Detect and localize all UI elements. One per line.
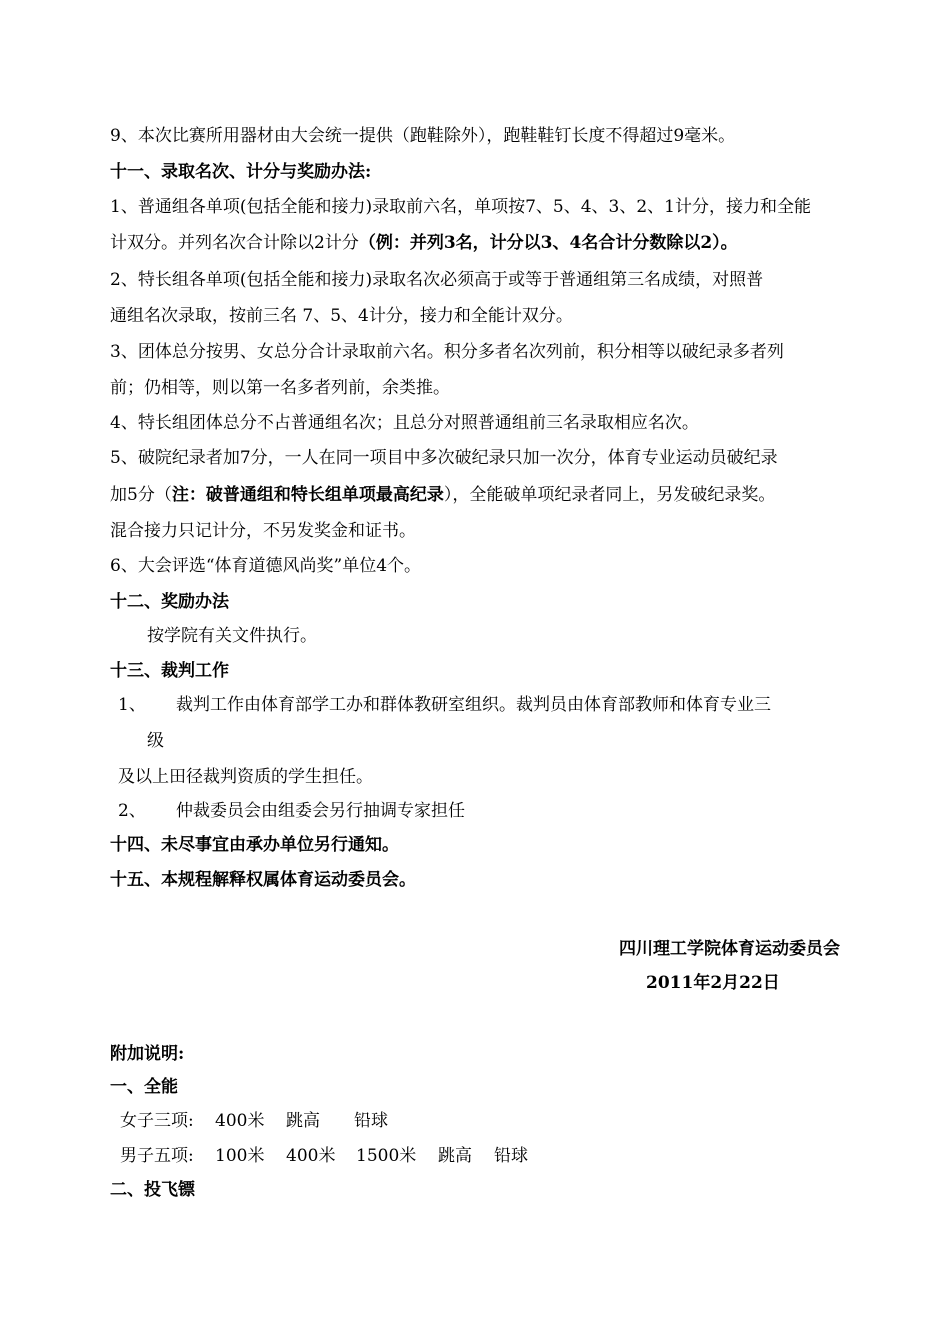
section-12-body: 按学院有关文件执行。 — [147, 626, 317, 646]
appendix-title: 附加说明: — [110, 1044, 185, 1064]
women-event-item: 400米 — [215, 1111, 265, 1131]
rule-13-1-wrap: 级 — [147, 731, 164, 751]
signature-date: 2011年2月22日 — [646, 973, 780, 993]
men-event-item: 100米 — [215, 1146, 265, 1166]
section-14-title: 十四、未尽事宜由承办单位另行通知。 — [110, 835, 399, 855]
signature-organization: 四川理工学院体育运动委员会 — [619, 939, 840, 959]
appendix-section-1-title: 一、全能 — [110, 1077, 178, 1097]
rule-item-9: 9、本次比赛所用器材由大会统一提供（跑鞋除外），跑鞋鞋钉长度不得超过9毫米。 — [110, 126, 736, 146]
rule-11-3-line-2: 前；仍相等，则以第一名多者列前，余类推。 — [110, 378, 450, 398]
rule-11-3-line-1: 3、团体总分按男、女总分合计录取前六名。积分多者名次列前，积分相等以破纪录多者列 — [110, 342, 784, 362]
women-event-item: 跳高 — [286, 1111, 320, 1131]
rule-13-1-number: 1、 — [118, 695, 146, 715]
rule-11-1-line-1: 1、普通组各单项(包括全能和接力)录取前六名，单项按7、5、4、3、2、1计分，接力和全能 — [110, 197, 811, 217]
section-12-title: 十二、奖励办法 — [110, 592, 229, 612]
men-event-item: 跳高 — [438, 1146, 472, 1166]
rule-11-2-line-2: 通组名次录取，按前三名 7、5、4计分，接力和全能计双分。 — [110, 306, 573, 326]
rule-13-1-continuation: 及以上田径裁判资质的学生担任。 — [118, 767, 373, 787]
men-event-item: 铅球 — [494, 1146, 528, 1166]
appendix-section-2-title: 二、投飞镖 — [110, 1180, 195, 1200]
men-event-item: 1500米 — [356, 1146, 417, 1166]
rule-11-5-note: 注：破普通组和特长组单项最高纪录 — [171, 485, 444, 505]
section-15-title: 十五、本规程解释权属体育运动委员会。 — [110, 870, 416, 890]
rule-13-2-text: 仲裁委员会由组委会另行抽调专家担任 — [176, 801, 465, 821]
women-event-item: 铅球 — [354, 1111, 388, 1131]
rule-11-5-post: ），全能破单项纪录者同上，另发破纪录奖。 — [443, 485, 776, 505]
rule-13-2-number: 2、 — [118, 801, 146, 821]
men-events-label: 男子五项: — [120, 1146, 194, 1166]
men-event-item: 400米 — [286, 1146, 336, 1166]
section-13-title: 十三、裁判工作 — [110, 661, 229, 681]
rule-11-1-line-2 — [110, 231, 845, 255]
rule-11-5-line-3: 混合接力只记计分，不另发奖金和证书。 — [110, 521, 416, 541]
rule-11-1-example: （例：并列3名，计分以3、4名合计分数除以2）。 — [358, 233, 738, 253]
rule-11-5-line-1: 5、破院纪录者加7分，一人在同一项目中多次破纪录只加一次分，体育专业运动员破纪录 — [110, 448, 778, 468]
rule-11-5-pre: 加5分（ — [110, 485, 172, 505]
section-11-title: 十一、录取名次、计分与奖励办法: — [110, 162, 372, 182]
rule-11-1-plain: 计双分。并列名次合计除以2计分 — [110, 233, 359, 253]
rule-11-2-line-1: 2、特长组各单项(包括全能和接力)录取名次必须高于或等于普通组第三名成绩，对照普 — [110, 270, 764, 290]
rule-11-5-line-2 — [110, 483, 845, 507]
rule-13-1-text: 裁判工作由体育部学工办和群体教研室组织。裁判员由体育部教师和体育专业三 — [176, 695, 771, 715]
women-events-label: 女子三项: — [120, 1111, 194, 1131]
rule-11-6: 6、大会评选“体育道德风尚奖”单位4个。 — [110, 556, 422, 576]
rule-11-4: 4、特长组团体总分不占普通组名次；且总分对照普通组前三名录取相应名次。 — [110, 413, 699, 433]
